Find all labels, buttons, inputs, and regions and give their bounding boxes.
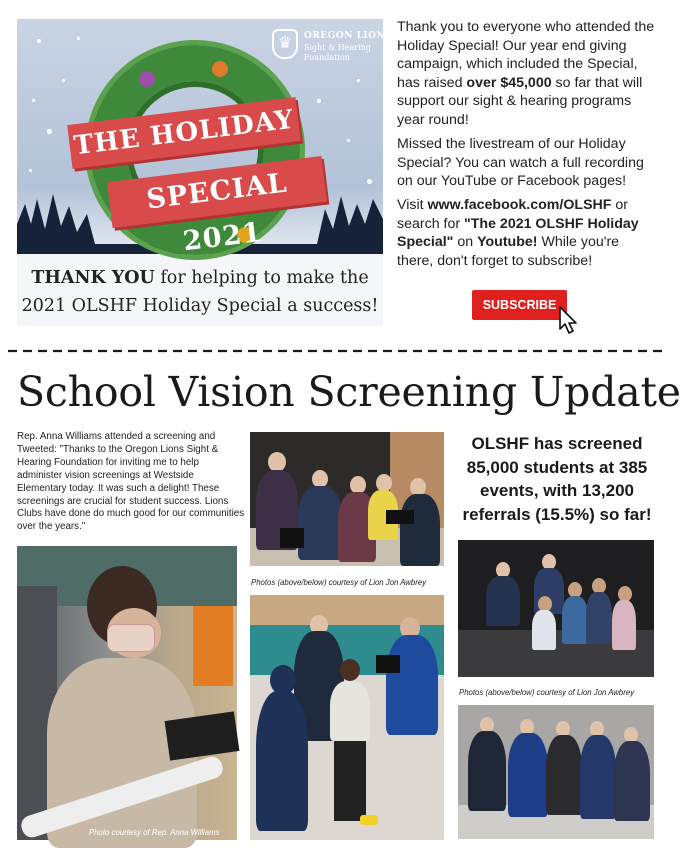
photo-rep-williams <box>17 546 237 840</box>
mouse-pointer-icon <box>558 305 580 335</box>
ribbon-bottom: SPECIAL 2021 <box>107 156 327 228</box>
search-term: "The 2021 OLSHF Holiday Special" <box>397 215 639 250</box>
photo-lions-volunteers <box>458 705 654 839</box>
poster-thank-you-text <box>17 264 383 320</box>
para3-text-a: Visit <box>397 197 428 213</box>
section-title: School Vision Screening Update <box>17 368 681 416</box>
facebook-link[interactable]: www.facebook.com/OLSHF <box>427 197 612 213</box>
lion-crest-icon: ♛ <box>272 29 298 59</box>
para1-amount: over $45,000 <box>466 74 552 91</box>
holiday-special-poster <box>17 19 393 326</box>
para1-text-b: so far that will support our sight & hearing programs year round! <box>397 74 643 128</box>
subscribe-button[interactable]: SUBSCRIBE <box>472 290 567 320</box>
photo-caption-middle: Photos (above/below) courtesy of Lion Jon Awbrey <box>251 578 427 587</box>
photo-caption-left: Photo courtesy of Rep. Anna Williams <box>89 828 220 837</box>
thanks-rest: for helping to make the <box>154 268 369 288</box>
para3-text-d: While you're there, don't forget to subscribe! <box>397 234 620 269</box>
ornament-purple <box>139 71 155 87</box>
dashed-divider <box>8 348 668 354</box>
ribbon-top: THE HOLIDAY <box>67 97 301 169</box>
rep-williams-quote: Rep. Anna Williams attended a screening and Tweeted: "Thanks to the Oregon Lions Sight & Hearing Foundation for inviting me to help administer vision screenings at Westside Elementary today. It was such a delight! These screenings are crucial for student success. Lions Clubs have done do much good for our communities over the years." <box>17 431 245 533</box>
para3-text-c: on <box>453 234 478 250</box>
logo-line-1: OREGON LIONS <box>304 31 393 41</box>
visit-paragraph <box>397 196 659 270</box>
logo-line-2: Sight & Hearing <box>304 43 371 52</box>
oregon-lions-logo <box>272 27 393 67</box>
youtube-name: Youtube! <box>477 234 538 250</box>
para1-text-a: Thank you to everyone who attended the Holiday Special! Our year end giving campaign, which included the Special, has raised <box>397 19 655 91</box>
livestream-paragraph: Missed the livestream of our Holiday Special? You can watch a full recording on our YouTube or Facebook pages! <box>397 136 644 189</box>
para3-text-b: or search for <box>397 197 629 232</box>
logo-line-3: Foundation <box>304 53 350 62</box>
screening-stats: OLSHF has screened 85,000 students at 385 events, with 13,200 referrals (15.5%) so far! <box>462 434 652 524</box>
ornament-orange <box>212 61 228 77</box>
campaign-paragraph <box>397 18 659 129</box>
photo-screening-children <box>250 595 444 840</box>
photo-lions-group-top <box>250 432 444 566</box>
photo-caption-right: Photos (above/below) courtesy of Lion Jon Awbrey <box>459 688 635 697</box>
photo-screening-group-stage <box>458 540 654 677</box>
thanks-bold: THANK YOU <box>31 268 155 288</box>
thanks-line-2: 2021 OLSHF Holiday Special a success! <box>21 296 379 316</box>
